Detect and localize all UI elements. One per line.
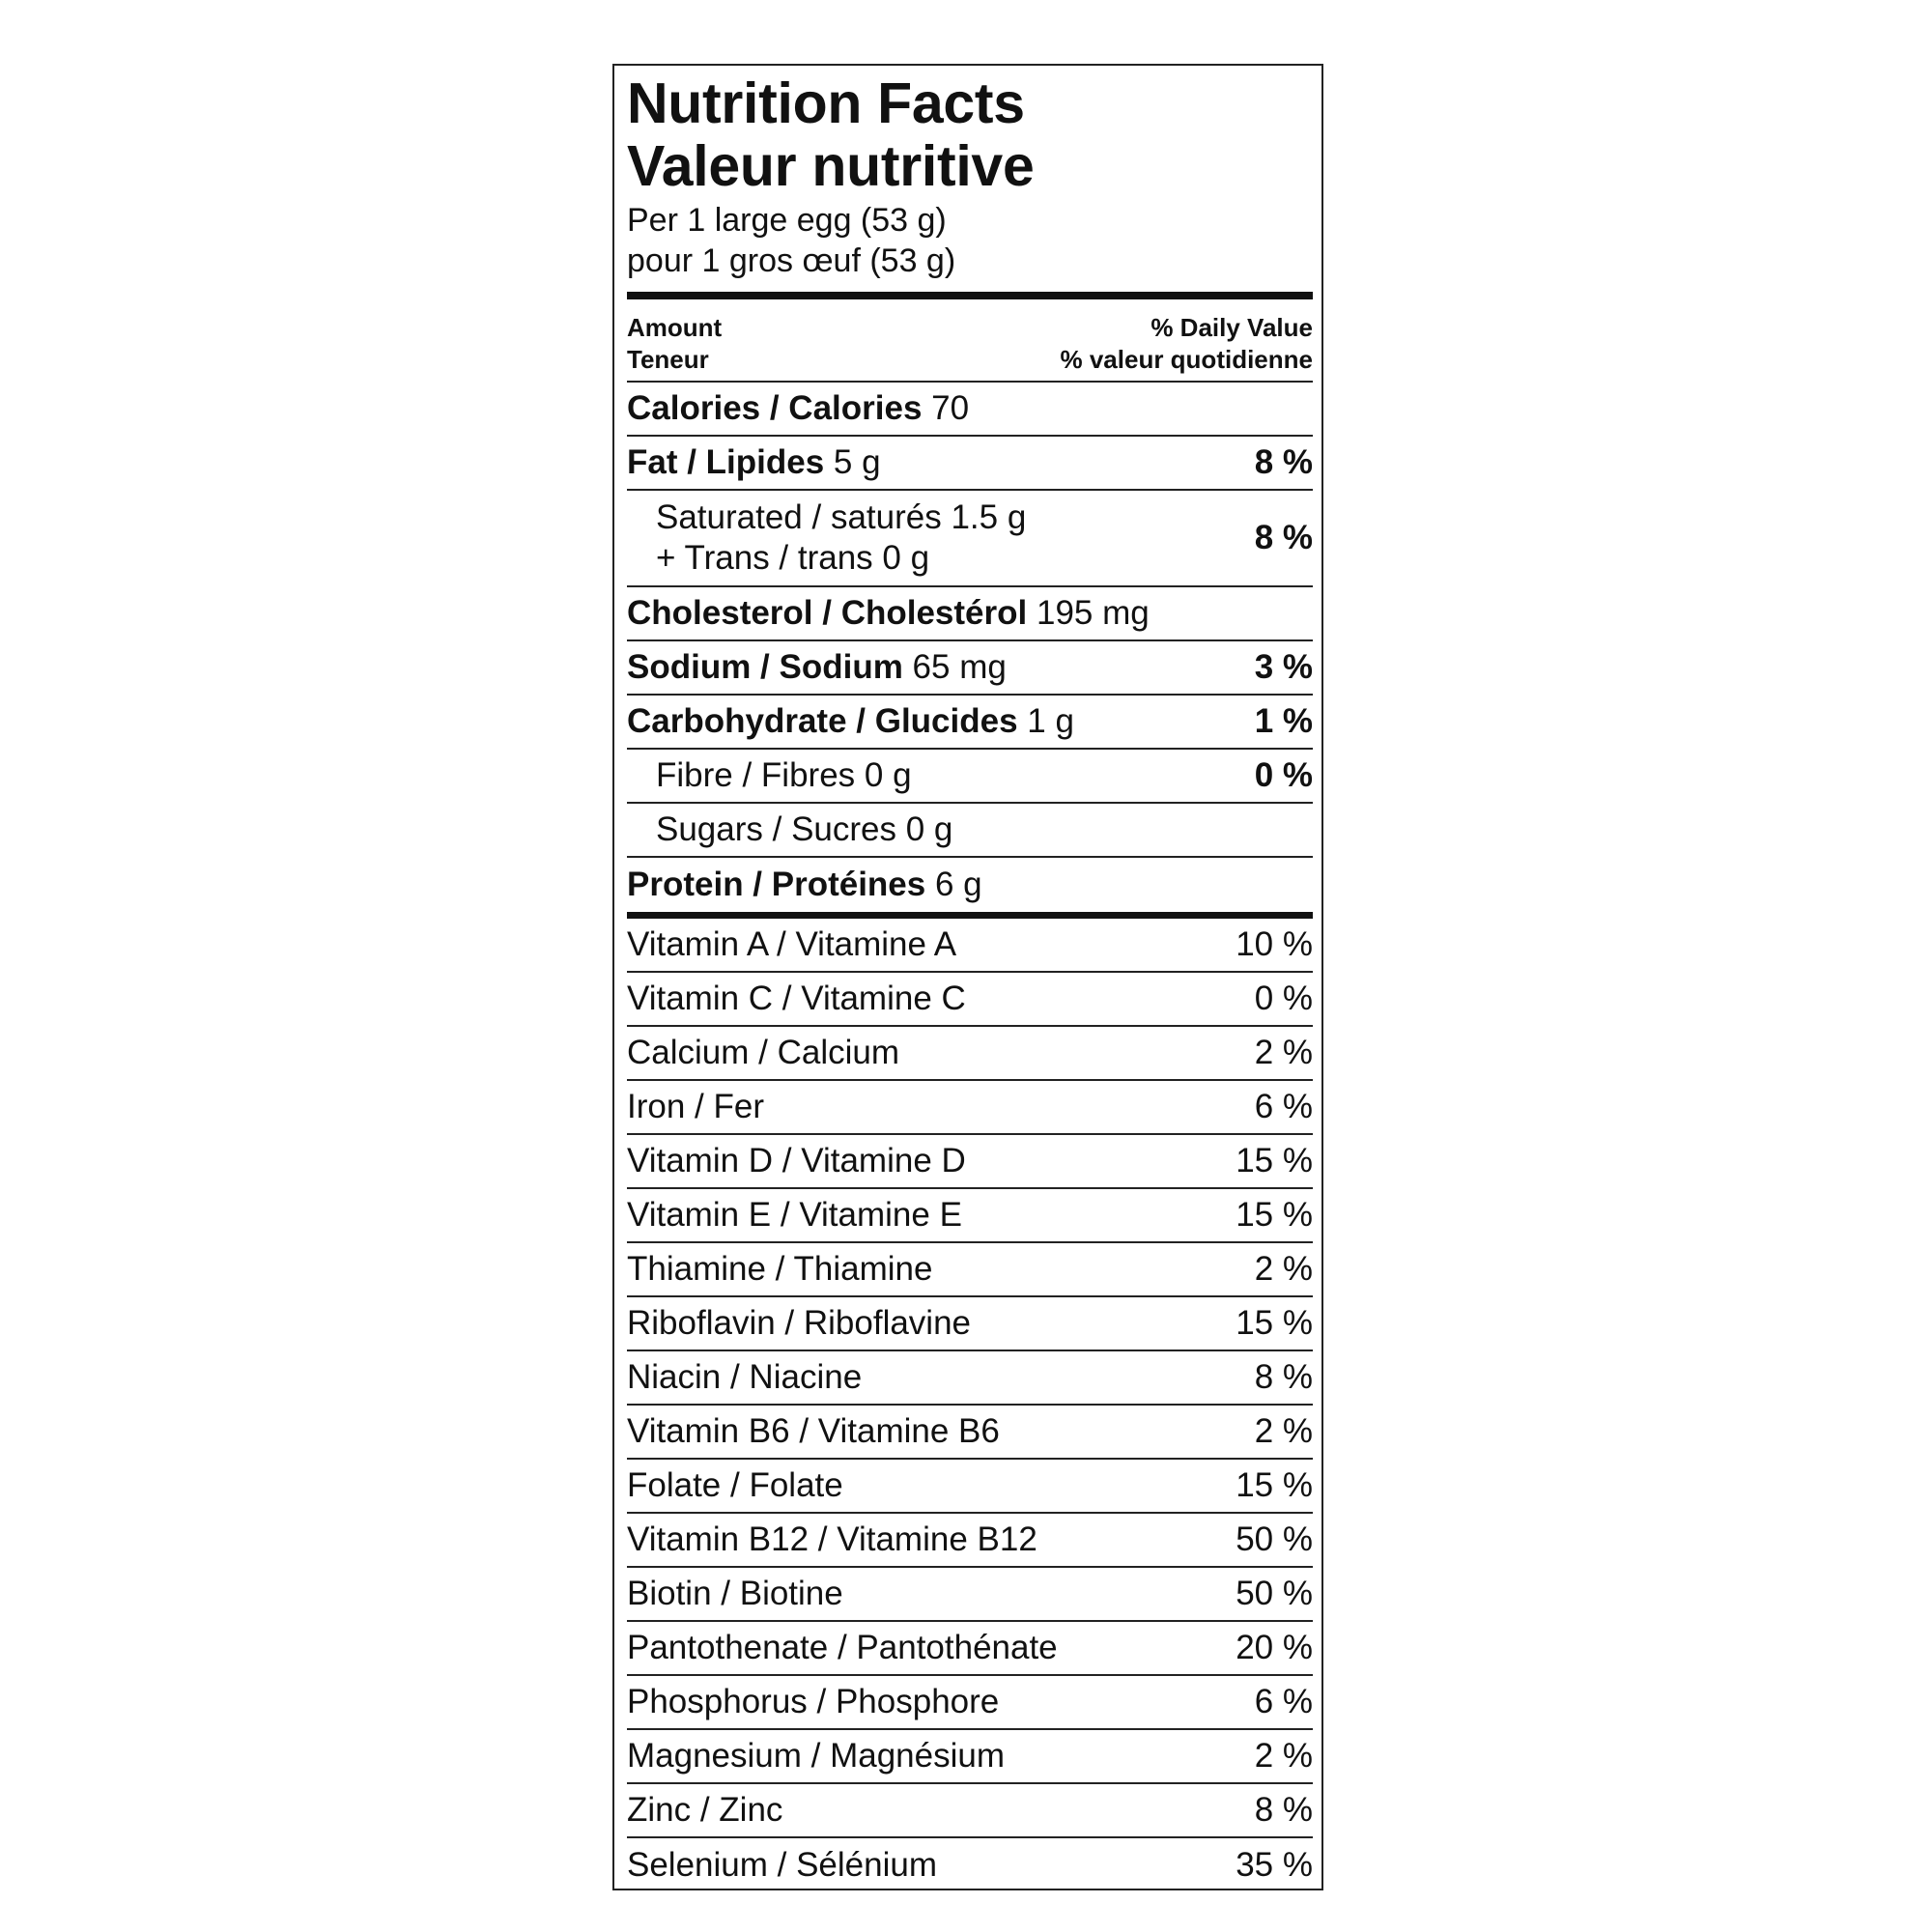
title-french: Valeur nutritive (627, 134, 1035, 198)
vitamin-name: Pantothenate / Pantothénate (627, 1629, 1058, 1666)
vitamin-row (627, 973, 1313, 1027)
cholesterol-label (627, 594, 1150, 633)
vitamin-percent: 2 % (1254, 1737, 1313, 1775)
sodium-label (627, 648, 1007, 687)
protein-row (627, 858, 1313, 912)
nutrition-facts-panel (612, 64, 1323, 1890)
vitamin-percent: 15 % (1236, 1466, 1313, 1504)
vitamin-row (627, 1027, 1313, 1081)
sodium-amount: 65 mg (902, 648, 1007, 686)
fibre-percent: 0 % (1254, 756, 1313, 794)
vitamin-percent: 15 % (1236, 1196, 1313, 1234)
vitamin-name: Riboflavin / Riboflavine (627, 1304, 972, 1342)
vitamin-row (627, 1135, 1313, 1189)
vitamin-name: Folate / Folate (627, 1466, 843, 1504)
fat-percent: 8 % (1254, 443, 1313, 481)
protein-label (627, 866, 982, 904)
trans-line: + Trans / trans 0 g (656, 539, 930, 577)
vitamin-name: Zinc / Zinc (627, 1791, 783, 1829)
vitamin-percent: 35 % (1236, 1846, 1313, 1884)
vitamin-name: Vitamin E / Vitamine E (627, 1196, 962, 1234)
vitamin-row (627, 1784, 1313, 1838)
carbohydrate-name: Carbohydrate / Glucides (627, 702, 1018, 740)
vitamin-percent: 10 % (1236, 925, 1313, 963)
valeur-quotidienne-heading: % valeur quotidienne (1060, 345, 1313, 374)
fibre-label: Fibre / Fibres 0 g (656, 756, 912, 794)
carbohydrate-percent: 1 % (1254, 702, 1313, 740)
vitamin-percent: 8 % (1254, 1791, 1313, 1829)
vitamin-row (627, 1351, 1313, 1406)
fat-label (627, 443, 881, 482)
vitamin-name: Magnesium / Magnésium (627, 1737, 1005, 1775)
vitamin-percent: 6 % (1254, 1683, 1313, 1720)
fat-name: Fat / Lipides (627, 443, 825, 481)
vitamin-percent: 20 % (1236, 1629, 1313, 1666)
vitamin-name: Vitamin A / Vitamine A (627, 925, 957, 963)
vitamin-name: Vitamin C / Vitamine C (627, 980, 966, 1017)
vitamin-name: Thiamine / Thiamine (627, 1250, 933, 1288)
vitamin-name: Iron / Fer (627, 1088, 764, 1125)
sodium-name: Sodium / Sodium (627, 648, 903, 686)
vitamin-row (627, 1622, 1313, 1676)
daily-value-heading: % Daily Value (1151, 313, 1313, 342)
vitamin-name: Vitamin B12 / Vitamine B12 (627, 1520, 1037, 1558)
calories-row (627, 383, 1313, 437)
vitamin-row (627, 1081, 1313, 1135)
sodium-row (627, 641, 1313, 696)
cholesterol-amount: 195 mg (1027, 594, 1150, 632)
vitamin-row (627, 1297, 1313, 1351)
vitamin-list (627, 919, 1313, 1892)
vitamin-row (627, 1406, 1313, 1460)
vitamin-percent: 50 % (1236, 1575, 1313, 1612)
sodium-percent: 3 % (1254, 648, 1313, 686)
fat-row (627, 437, 1313, 491)
vitamin-name: Selenium / Sélénium (627, 1846, 937, 1884)
carbohydrate-amount: 1 g (1017, 702, 1074, 740)
carbohydrate-row (627, 696, 1313, 750)
vitamin-percent: 2 % (1254, 1034, 1313, 1071)
vitamin-percent: 6 % (1254, 1088, 1313, 1125)
saturated-trans-percent: 8 % (1254, 519, 1313, 556)
vitamin-row (627, 1189, 1313, 1243)
vitamin-row (627, 1568, 1313, 1622)
sugars-row (627, 804, 1313, 858)
vitamin-row (627, 919, 1313, 973)
vitamin-percent: 8 % (1254, 1358, 1313, 1396)
vitamin-name: Calcium / Calcium (627, 1034, 899, 1071)
protein-name: Protein / Protéines (627, 866, 926, 903)
vitamin-name: Biotin / Biotine (627, 1575, 843, 1612)
vitamin-row (627, 1838, 1313, 1892)
thick-divider (627, 292, 1313, 299)
vitamin-percent: 50 % (1236, 1520, 1313, 1558)
vitamin-percent: 2 % (1254, 1412, 1313, 1450)
vitamin-name: Vitamin B6 / Vitamine B6 (627, 1412, 1000, 1450)
protein-amount: 6 g (925, 866, 982, 903)
saturated-trans-row (627, 491, 1313, 587)
vitamin-row (627, 1676, 1313, 1730)
vitamin-percent: 15 % (1236, 1142, 1313, 1179)
saturated-line: Saturated / saturés 1.5 g (656, 498, 1027, 536)
vitamin-percent: 2 % (1254, 1250, 1313, 1288)
teneur-heading: Teneur (627, 345, 709, 374)
sugars-label: Sugars / Sucres 0 g (656, 810, 953, 848)
saturated-trans-label (627, 497, 1026, 579)
carbohydrate-label (627, 702, 1074, 741)
title-english: Nutrition Facts (627, 71, 1025, 135)
vitamin-row (627, 1730, 1313, 1784)
cholesterol-row (627, 587, 1313, 641)
calories-label (627, 389, 969, 428)
fibre-row (627, 750, 1313, 804)
vitamins-divider (627, 912, 1313, 919)
vitamin-name: Niacin / Niacine (627, 1358, 863, 1396)
vitamin-name: Phosphorus / Phosphore (627, 1683, 1000, 1720)
vitamin-percent: 15 % (1236, 1304, 1313, 1342)
calories-name: Calories / Calories (627, 389, 923, 427)
serving-size-english: Per 1 large egg (53 g) (627, 202, 947, 239)
column-header (627, 299, 1313, 383)
vitamin-row (627, 1243, 1313, 1297)
serving-size-french: pour 1 gros œuf (53 g) (627, 242, 956, 279)
nutrition-facts-content (627, 66, 1313, 1892)
calories-amount: 70 (922, 389, 970, 427)
amount-heading: Amount (627, 313, 723, 342)
vitamin-name: Vitamin D / Vitamine D (627, 1142, 966, 1179)
vitamin-row (627, 1460, 1313, 1514)
vitamin-row (627, 1514, 1313, 1568)
cholesterol-name: Cholesterol / Cholestérol (627, 594, 1028, 632)
vitamin-percent: 0 % (1254, 980, 1313, 1017)
fat-amount: 5 g (824, 443, 881, 481)
